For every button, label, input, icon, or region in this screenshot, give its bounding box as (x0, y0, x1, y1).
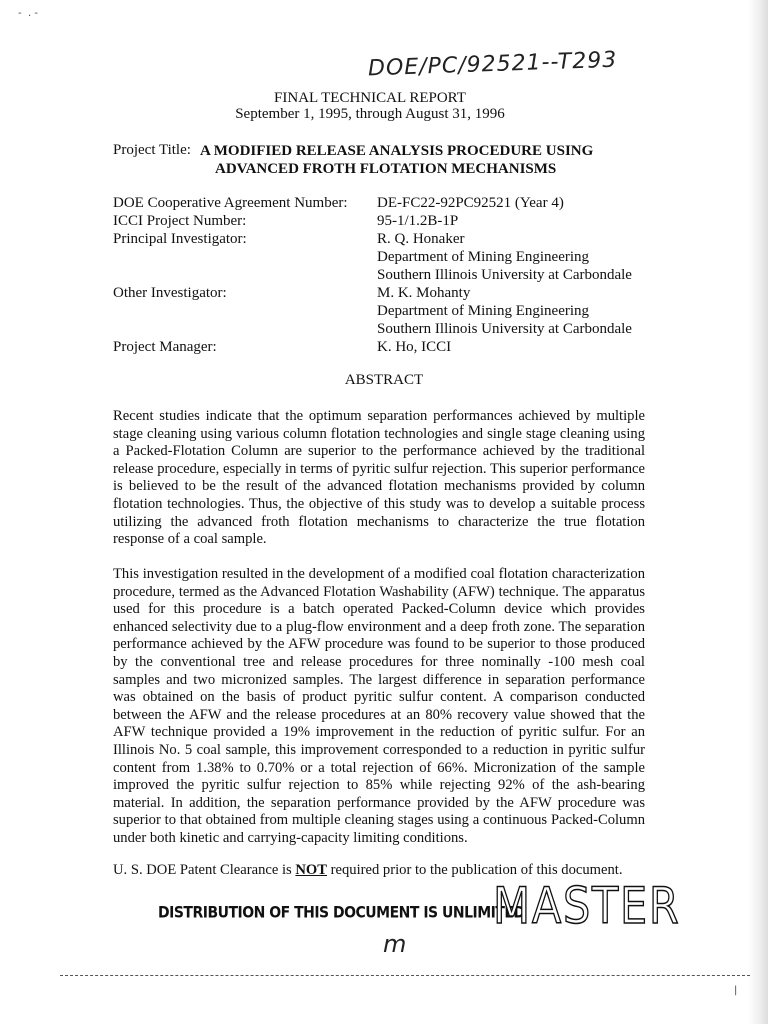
bottom-dashed-rule (60, 975, 750, 976)
principal-investigator-dept: Department of Mining Engineering (377, 249, 590, 265)
principal-investigator-univ: Southern Illinois University at Carbondale (377, 267, 632, 283)
doe-agreement-label: DOE Cooperative Agreement Number: (113, 195, 348, 211)
icci-project-value: 95-1/1.2B-1P (377, 213, 459, 229)
project-title-line-2: ADVANCED FROTH FLOTATION MECHANISMS (215, 161, 557, 177)
project-title (200, 142, 593, 178)
other-investigator-dept: Department of Mining Engineering (377, 303, 590, 319)
report-period: September 1, 1995, through August 31, 1996 (235, 106, 505, 122)
icci-project-label: ICCI Project Number: (113, 213, 247, 229)
report-type: FINAL TECHNICAL REPORT (274, 90, 466, 106)
doe-agreement-value: DE-FC22-92PC92521 (Year 4) (377, 195, 564, 211)
scan-speck-bottom: | (734, 985, 738, 996)
project-manager-label: Project Manager: (113, 339, 217, 355)
project-title-label: Project Title: (113, 142, 191, 158)
scan-speck: - . - (18, 8, 38, 19)
handwritten-document-code: DOE/PC/92521--T293 (367, 47, 618, 82)
project-title-line-1: A MODIFIED RELEASE ANALYSIS PROCEDURE USING (200, 143, 594, 159)
master-stamp: MASTER (493, 877, 681, 935)
project-manager-value: K. Ho, ICCI (377, 339, 452, 355)
principal-investigator-label: Principal Investigator: (113, 231, 247, 247)
handwritten-initials: m (383, 930, 407, 958)
distribution-stamp: DISTRIBUTION OF THIS DOCUMENT IS UNLIMITED (158, 903, 525, 923)
abstract-heading: ABSTRACT (344, 372, 424, 388)
other-investigator-univ: Southern Illinois University at Carbondale (377, 321, 632, 337)
patent-note-text-end: required prior to the publication of this document. (327, 862, 623, 878)
other-investigator-name: M. K. Mohanty (377, 285, 471, 301)
patent-note-emphasis: NOT (295, 862, 328, 878)
principal-investigator-name: R. Q. Honaker (377, 231, 465, 247)
abstract-paragraph-1: Recent studies indicate that the optimum separation performances achieved by multiple stage cleaning using various column flotation technologies and single stage cleaning using a Packed-Flotation Column are superior to the performance achieved by the traditional release procedure, especially in terms of pyritic sulfur rejection. This superior performance is believed to be the result of the advanced flotation mechanisms provided by column flotation technologies. Thus, the objective of this study was to develop a suitable process utilizing the advanced froth flotation mechanisms to characterize the true flotation response of a coal sample. (113, 408, 645, 548)
other-investigator-label: Other Investigator: (113, 285, 227, 301)
abstract-paragraph-2: This investigation resulted in the development of a modified coal flotation characterization procedure, termed as the Advanced Flotation Washability (AFW) technique. The apparatus used for this procedure is a batch operated Packed-Column device which provides enhanced selectivity due to a plug-flow environment and a deep froth zone. The separation performance achieved by the AFW procedure was found to be superior to those produced by the conventional tree and release procedures for three nominally -100 mesh coal samples and two micronized samples. The largest difference in separation performance was obtained on the basis of product pyritic sulfur content. A comparison conducted between the AFW and the release procedures at an 80% recovery value showed that the AFW technique provided a 19% improvement in the reduction of pyritic sulfur. For an Illinois No. 5 coal sample, this improvement corresponded to a reduction in pyritic sulfur content from 1.38% to 0.70% or a total rejection of 66%. Micronization of the sample improved the pyritic sulfur rejection to 85% while rejecting 92% of the ash-bearing material. In addition, the separation performance provided by the AFW procedure was superior to that obtained from multiple cleaning stages using a continuous Packed-Column under both kinetic and carrying-capacity limiting conditions. (113, 566, 645, 846)
patent-note-text: U. S. DOE Patent Clearance is (113, 862, 296, 878)
scan-edge (748, 0, 768, 1024)
